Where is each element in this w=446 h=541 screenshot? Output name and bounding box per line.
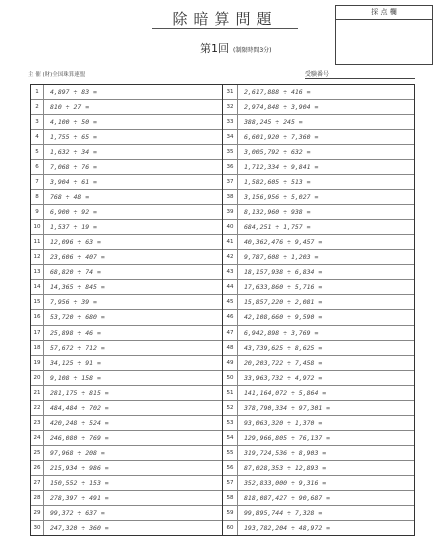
problem-number: 54 — [223, 431, 238, 445]
problem-expression: 420,248 ÷ 524 = — [50, 418, 109, 427]
problem-column-right — [223, 85, 414, 535]
problem-row — [31, 431, 222, 446]
problem-number: 56 — [223, 461, 238, 475]
problem-expression: 15,857,220 ÷ 2,081 = — [244, 298, 323, 307]
problem-number: 3 — [31, 115, 44, 129]
problem-row — [223, 476, 414, 491]
problem-row — [31, 205, 222, 220]
problem-expression: 57,672 ÷ 712 = — [50, 343, 105, 352]
problem-number: 6 — [31, 160, 44, 174]
problem-row — [223, 205, 414, 220]
problem-expression: 33,963,732 ÷ 4,972 = — [244, 373, 323, 382]
problem-number: 46 — [223, 310, 238, 324]
problem-number: 7 — [31, 175, 44, 189]
problem-number: 14 — [31, 280, 44, 294]
problem-row — [31, 386, 222, 401]
problem-row — [31, 85, 222, 100]
problem-number: 59 — [223, 506, 238, 520]
problem-number: 18 — [31, 341, 44, 355]
problem-expression: 1,632 ÷ 34 = — [50, 148, 97, 157]
problem-number: 29 — [31, 506, 44, 520]
problem-number: 40 — [223, 220, 238, 234]
problem-row — [31, 115, 222, 130]
problem-expression: 378,790,334 ÷ 97,301 = — [244, 403, 331, 412]
problem-number: 58 — [223, 491, 238, 505]
problem-row — [223, 521, 414, 535]
problem-expression: 3,904 ÷ 61 = — [50, 178, 97, 187]
problem-column-left — [31, 85, 223, 535]
problem-number: 20 — [31, 371, 44, 385]
problem-row — [31, 220, 222, 235]
problem-expression: 34,125 ÷ 91 = — [50, 358, 101, 367]
problem-row — [223, 265, 414, 280]
problem-number: 33 — [223, 115, 238, 129]
problem-expression: 87,028,353 ÷ 12,893 = — [244, 463, 327, 472]
page-title: 除暗算問題 — [172, 10, 278, 28]
problem-expression: 99,372 ÷ 637 = — [50, 508, 105, 517]
problem-row — [31, 280, 222, 295]
problem-number: 55 — [223, 446, 238, 460]
problem-expression: 215,934 ÷ 986 = — [50, 463, 109, 472]
problem-number: 10 — [31, 220, 44, 234]
problem-row — [223, 446, 414, 461]
problem-number: 41 — [223, 235, 238, 249]
problem-number: 31 — [223, 85, 238, 99]
problem-row — [31, 416, 222, 431]
problem-row — [223, 85, 414, 100]
problem-number: 38 — [223, 190, 238, 204]
problem-row — [223, 386, 414, 401]
problem-row — [223, 220, 414, 235]
problem-row — [31, 401, 222, 416]
problem-expression: 25,898 ÷ 46 = — [50, 328, 101, 337]
problem-expression: 388,245 ÷ 245 = — [244, 118, 303, 127]
problem-number: 49 — [223, 356, 238, 370]
problem-row — [223, 310, 414, 325]
round-label: 第1回 — [200, 42, 229, 55]
problem-number: 32 — [223, 100, 238, 114]
problem-expression: 810 ÷ 27 = — [50, 103, 90, 112]
problem-row — [223, 401, 414, 416]
problem-expression: 246,080 ÷ 769 = — [50, 433, 109, 442]
problem-number: 60 — [223, 521, 238, 535]
problem-number: 9 — [31, 205, 44, 219]
score-label: 採 点 欄 — [336, 6, 432, 20]
problem-row — [223, 341, 414, 356]
problem-row — [31, 310, 222, 325]
problem-expression: 9,787,608 ÷ 1,203 = — [244, 253, 319, 262]
round-heading — [200, 40, 272, 56]
problem-row — [31, 341, 222, 356]
problem-expression: 8,132,960 ÷ 938 = — [244, 208, 311, 217]
problem-row — [31, 145, 222, 160]
problem-row — [31, 521, 222, 535]
problem-number: 16 — [31, 310, 44, 324]
problem-number: 36 — [223, 160, 238, 174]
problem-row — [223, 295, 414, 310]
problem-number: 53 — [223, 416, 238, 430]
problem-row — [31, 476, 222, 491]
problem-expression: 818,087,427 ÷ 90,687 = — [244, 493, 331, 502]
problem-row — [31, 160, 222, 175]
problem-expression: 20,203,722 ÷ 7,458 = — [244, 358, 323, 367]
problem-number: 30 — [31, 521, 44, 535]
problem-expression: 1,537 ÷ 19 = — [50, 223, 97, 232]
problem-row — [223, 130, 414, 145]
problem-number: 28 — [31, 491, 44, 505]
problem-number: 15 — [31, 295, 44, 309]
problem-row — [223, 160, 414, 175]
problem-number: 27 — [31, 476, 44, 490]
problem-expression: 3,005,792 ÷ 632 = — [244, 148, 311, 157]
problem-number: 5 — [31, 145, 44, 159]
time-limit-note: (制限時間3分) — [233, 47, 272, 54]
problem-expression: 193,782,204 ÷ 48,972 = — [244, 523, 331, 532]
problem-number: 13 — [31, 265, 44, 279]
problem-expression: 1,712,334 ÷ 9,841 = — [244, 163, 319, 172]
problem-expression: 281,175 ÷ 815 = — [50, 388, 109, 397]
problem-row — [31, 371, 222, 386]
problem-row — [31, 175, 222, 190]
problem-expression: 1,755 ÷ 65 = — [50, 133, 97, 142]
problem-expression: 99,895,744 ÷ 7,328 = — [244, 508, 323, 517]
problem-number: 42 — [223, 250, 238, 264]
problem-number: 35 — [223, 145, 238, 159]
problem-expression: 150,552 ÷ 153 = — [50, 478, 109, 487]
problem-expression: 7,068 ÷ 76 = — [50, 163, 97, 172]
problem-number: 25 — [31, 446, 44, 460]
problem-expression: 1,582,605 ÷ 513 = — [244, 178, 311, 187]
problem-row — [223, 461, 414, 476]
problem-expression: 17,633,860 ÷ 5,716 = — [244, 283, 323, 292]
problem-expression: 129,966,805 ÷ 76,137 = — [244, 433, 331, 442]
problem-number: 39 — [223, 205, 238, 219]
problem-number: 4 — [31, 130, 44, 144]
problem-expression: 9,108 ÷ 158 = — [50, 373, 101, 382]
problem-expression: 14,365 ÷ 845 = — [50, 283, 105, 292]
problem-expression: 684,251 ÷ 1,757 = — [244, 223, 311, 232]
problem-expression: 319,724,536 ÷ 8,903 = — [244, 448, 327, 457]
problem-row — [31, 250, 222, 265]
problem-expression: 247,320 ÷ 360 = — [50, 523, 109, 532]
problem-row — [31, 235, 222, 250]
problem-expression: 6,900 ÷ 92 = — [50, 208, 97, 217]
problem-row — [31, 295, 222, 310]
problem-row — [31, 356, 222, 371]
problem-number: 57 — [223, 476, 238, 490]
problem-number: 34 — [223, 130, 238, 144]
score-box — [335, 5, 433, 65]
problem-row — [223, 145, 414, 160]
problem-expression: 141,164,072 ÷ 5,864 = — [244, 388, 327, 397]
problem-expression: 768 ÷ 48 = — [50, 193, 90, 202]
problem-row — [223, 491, 414, 506]
problem-sheet — [30, 84, 415, 536]
problem-expression: 68,820 ÷ 74 = — [50, 268, 101, 277]
problem-number: 21 — [31, 386, 44, 400]
problem-number: 19 — [31, 356, 44, 370]
problem-row — [223, 175, 414, 190]
problem-row — [223, 190, 414, 205]
problem-row — [223, 506, 414, 521]
problem-row — [31, 506, 222, 521]
exam-number-line[interactable] — [305, 78, 415, 79]
problem-row — [31, 446, 222, 461]
problem-number: 2 — [31, 100, 44, 114]
problem-number: 43 — [223, 265, 238, 279]
problem-row — [223, 250, 414, 265]
problem-row — [31, 326, 222, 341]
problem-row — [223, 356, 414, 371]
problem-row — [223, 100, 414, 115]
problem-number: 51 — [223, 386, 238, 400]
problem-number: 52 — [223, 401, 238, 415]
problem-expression: 6,601,920 ÷ 7,360 = — [244, 133, 319, 142]
problem-expression: 93,063,320 ÷ 1,370 = — [244, 418, 323, 427]
problem-expression: 42,108,660 ÷ 9,590 = — [244, 313, 323, 322]
problem-expression: 12,096 ÷ 63 = — [50, 238, 101, 247]
problem-expression: 97,968 ÷ 208 = — [50, 448, 105, 457]
problem-number: 37 — [223, 175, 238, 189]
problem-row — [31, 100, 222, 115]
problem-row — [31, 491, 222, 506]
problem-expression: 23,606 ÷ 407 = — [50, 253, 105, 262]
problem-expression: 2,617,888 ÷ 416 = — [244, 88, 311, 97]
problem-row — [223, 115, 414, 130]
problem-number: 17 — [31, 326, 44, 340]
problem-row — [223, 280, 414, 295]
problem-row — [223, 431, 414, 446]
problem-number: 47 — [223, 326, 238, 340]
problem-expression: 6,942,898 ÷ 3,769 = — [244, 328, 319, 337]
problem-number: 44 — [223, 280, 238, 294]
problem-row — [31, 265, 222, 280]
problem-number: 22 — [31, 401, 44, 415]
problem-expression: 7,956 ÷ 39 = — [50, 298, 97, 307]
problem-expression: 4,100 ÷ 50 = — [50, 118, 97, 127]
problem-number: 48 — [223, 341, 238, 355]
problem-expression: 40,362,476 ÷ 9,457 = — [244, 238, 323, 247]
problem-row — [223, 326, 414, 341]
problem-expression: 2,974,848 ÷ 3,904 = — [244, 103, 319, 112]
exam-number-label: 受験番号 — [305, 71, 330, 78]
problem-number: 11 — [31, 235, 44, 249]
problem-expression: 352,833,000 ÷ 9,316 = — [244, 478, 327, 487]
problem-expression: 3,156,956 ÷ 5,027 = — [244, 193, 319, 202]
problem-row — [223, 416, 414, 431]
problem-row — [223, 371, 414, 386]
problem-row — [31, 130, 222, 145]
organizer-label: 主 催 (財)全国珠算連盟 — [28, 72, 86, 78]
problem-number: 50 — [223, 371, 238, 385]
problem-number: 8 — [31, 190, 44, 204]
problem-expression: 278,397 ÷ 491 = — [50, 493, 109, 502]
problem-number: 26 — [31, 461, 44, 475]
problem-number: 45 — [223, 295, 238, 309]
problem-expression: 4,897 ÷ 83 = — [50, 88, 97, 97]
problem-number: 23 — [31, 416, 44, 430]
problem-number: 12 — [31, 250, 44, 264]
problem-row — [31, 461, 222, 476]
problem-expression: 18,157,938 ÷ 6,834 = — [244, 268, 323, 277]
problem-number: 1 — [31, 85, 44, 99]
problem-number: 24 — [31, 431, 44, 445]
problem-expression: 53,720 ÷ 680 = — [50, 313, 105, 322]
problem-expression: 43,739,625 ÷ 8,625 = — [244, 343, 323, 352]
problem-expression: 484,484 ÷ 702 = — [50, 403, 109, 412]
problem-row — [223, 235, 414, 250]
title-underline — [152, 28, 298, 29]
problem-row — [31, 190, 222, 205]
